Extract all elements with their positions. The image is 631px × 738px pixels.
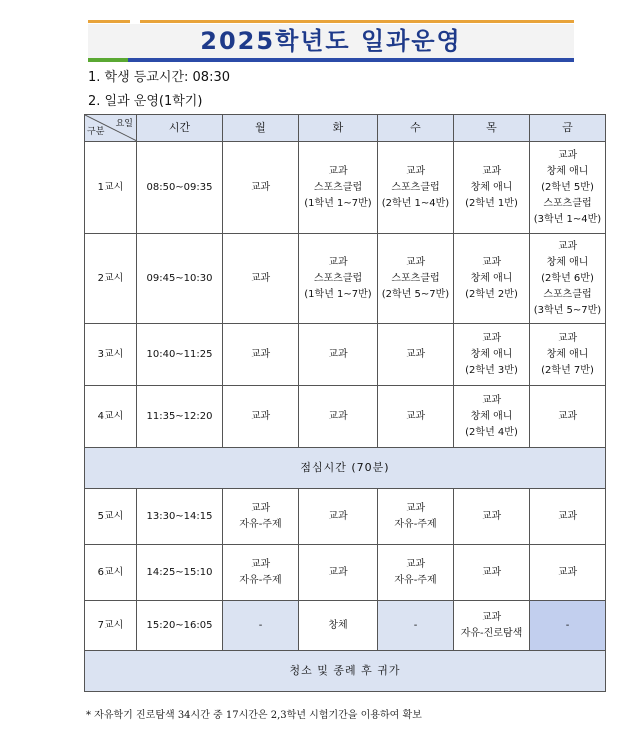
schedule-cell xyxy=(378,601,454,651)
cell-line: 스포츠클럽 xyxy=(391,272,440,284)
schedule-cell xyxy=(530,489,606,545)
schedule-cell xyxy=(378,489,454,545)
cell-line: 교과 xyxy=(250,558,271,570)
schedule-cell xyxy=(299,545,378,601)
cell-line: 교과 xyxy=(481,165,502,177)
cell-line: 교과 xyxy=(405,256,426,268)
timetable xyxy=(84,114,606,692)
header-day-thu: 목 xyxy=(454,115,530,142)
cell-line: (2학년 5반) xyxy=(541,181,594,193)
header-day-tue: 화 xyxy=(299,115,378,142)
cell-line: 교과 xyxy=(481,611,502,623)
header-day-wed: 수 xyxy=(378,115,454,142)
corner-cell xyxy=(85,115,137,142)
cell-line: 창체 애니 xyxy=(546,348,589,360)
time-cell: 08:50~09:35 xyxy=(137,142,223,234)
cell-line: 교과 xyxy=(250,181,271,193)
cell-line: (2학년 6반) xyxy=(541,272,594,284)
cell-line: 교과 xyxy=(328,510,348,522)
corner-day-label: 요일 xyxy=(115,119,133,129)
schedule-cell xyxy=(223,489,299,545)
cell-line: 교과 xyxy=(481,256,502,268)
schedule-cell xyxy=(454,489,530,545)
schedule-cell xyxy=(223,601,299,651)
page-title: 2025학년도 일과운영 xyxy=(88,24,574,58)
cell-line: 교과 xyxy=(557,566,578,578)
closing-row xyxy=(85,651,606,692)
table-row xyxy=(85,386,606,448)
time-cell: 15:20~16:05 xyxy=(137,601,223,651)
cell-line: (2학년 2반) xyxy=(465,288,518,300)
cell-line: 창체 애니 xyxy=(470,181,513,193)
cell-line: 교과 xyxy=(557,510,578,522)
cell-line: 창체 애니 xyxy=(470,410,513,422)
schedule-cell xyxy=(299,234,378,324)
cell-line: (2학년 1~4반) xyxy=(381,197,450,209)
cell-line: 교과 xyxy=(328,256,348,268)
cell-line: 교과 xyxy=(405,502,426,514)
title-bottom-rule xyxy=(128,58,574,62)
cell-line: 교과 xyxy=(328,165,348,177)
title-top-rule xyxy=(140,20,574,23)
cell-line: 자유-진로탐색 xyxy=(460,627,523,639)
cell-line: 교과 xyxy=(405,558,426,570)
cell-line: - xyxy=(258,619,263,631)
cell-line: 창체 xyxy=(328,619,348,631)
cell-line: 교과 xyxy=(481,566,502,578)
cell-line: 스포츠클럽 xyxy=(543,288,592,300)
schedule-cell xyxy=(378,386,454,448)
header-row xyxy=(85,115,606,142)
time-cell: 10:40~11:25 xyxy=(137,324,223,386)
cell-line: 교과 xyxy=(250,410,271,422)
arrival-time-line: 1. 학생 등교시간: 08:30 xyxy=(88,70,230,85)
schedule-cell xyxy=(454,324,530,386)
schedule-cell xyxy=(299,386,378,448)
schedule-cell xyxy=(530,324,606,386)
cell-line: 교과 xyxy=(250,502,271,514)
schedule-heading: 2. 일과 운영(1학기) xyxy=(88,94,203,109)
table-row xyxy=(85,324,606,386)
schedule-cell xyxy=(223,545,299,601)
cell-line: 자유-주제 xyxy=(394,574,437,586)
cell-line: (3학년 1~4반) xyxy=(533,213,602,225)
cell-line: (2학년 4반) xyxy=(465,426,518,438)
schedule-cell xyxy=(299,324,378,386)
cell-line: (2학년 5~7반) xyxy=(381,288,450,300)
schedule-cell xyxy=(454,386,530,448)
schedule-cell xyxy=(378,545,454,601)
cell-line: 자유-주제 xyxy=(239,518,282,530)
cell-line: 창체 애니 xyxy=(546,165,589,177)
cell-line: 스포츠클럽 xyxy=(313,181,363,193)
cell-line: - xyxy=(413,619,418,631)
time-cell: 11:35~12:20 xyxy=(137,386,223,448)
cell-line: 자유-주제 xyxy=(394,518,437,530)
schedule-cell xyxy=(454,545,530,601)
title-top-rule-accent xyxy=(88,20,130,23)
cell-line: 교과 xyxy=(557,240,578,252)
cell-line: 교과 xyxy=(328,348,348,360)
schedule-cell xyxy=(378,324,454,386)
schedule-cell xyxy=(454,601,530,651)
cell-line: (1학년 1~7반) xyxy=(304,288,372,300)
schedule-cell xyxy=(454,142,530,234)
cell-line: 스포츠클럽 xyxy=(391,181,440,193)
cell-line: 교과 xyxy=(481,510,502,522)
schedule-cell xyxy=(378,234,454,324)
table-row xyxy=(85,489,606,545)
header-day-fri: 금 xyxy=(530,115,606,142)
period-cell: 1교시 xyxy=(85,142,137,234)
schedule-cell xyxy=(223,142,299,234)
footnote: * 자유학기 진로탐색 34시간 중 17시간은 2,3학년 시험기간을 이용하여 확보 xyxy=(86,710,422,721)
cell-line: 교과 xyxy=(557,332,578,344)
cell-line: (2학년 1반) xyxy=(465,197,518,209)
schedule-cell xyxy=(378,142,454,234)
schedule-cell xyxy=(530,386,606,448)
period-cell: 5교시 xyxy=(85,489,137,545)
header-day-mon: 월 xyxy=(223,115,299,142)
period-cell: 4교시 xyxy=(85,386,137,448)
cell-line: 교과 xyxy=(481,332,502,344)
cell-line: 스포츠클럽 xyxy=(543,197,592,209)
time-cell: 09:45~10:30 xyxy=(137,234,223,324)
cell-line: 창체 애니 xyxy=(470,348,513,360)
title-bottom-rule-accent xyxy=(88,58,128,62)
period-cell: 3교시 xyxy=(85,324,137,386)
period-cell: 7교시 xyxy=(85,601,137,651)
cell-line: 교과 xyxy=(481,394,502,406)
corner-period-label: 구분 xyxy=(87,127,105,137)
cell-line: (2학년 3반) xyxy=(465,364,518,376)
table-row xyxy=(85,142,606,234)
cell-line: 스포츠클럽 xyxy=(313,272,363,284)
cell-line: (2학년 7반) xyxy=(541,364,594,376)
cell-line: 교과 xyxy=(557,410,578,422)
schedule-cell xyxy=(223,324,299,386)
cell-line: (3학년 5~7반) xyxy=(533,304,602,316)
time-cell: 14:25~15:10 xyxy=(137,545,223,601)
cell-line: 교과 xyxy=(405,410,426,422)
cell-line: 교과 xyxy=(405,165,426,177)
lunch-band: 점심시간 (70분) xyxy=(85,448,606,489)
schedule-cell xyxy=(454,234,530,324)
table-row xyxy=(85,601,606,651)
schedule-cell xyxy=(299,142,378,234)
header-time: 시간 xyxy=(137,115,223,142)
cell-line: 교과 xyxy=(250,348,271,360)
lunch-row xyxy=(85,448,606,489)
cell-line: 교과 xyxy=(557,149,578,161)
schedule-cell xyxy=(223,386,299,448)
cell-line: 교과 xyxy=(328,566,348,578)
cell-line: 교과 xyxy=(250,272,271,284)
schedule-cell xyxy=(299,489,378,545)
schedule-cell xyxy=(223,234,299,324)
cell-line: 교과 xyxy=(405,348,426,360)
cell-line: - xyxy=(565,619,570,631)
period-cell: 2교시 xyxy=(85,234,137,324)
table-row xyxy=(85,545,606,601)
closing-band: 청소 및 종례 후 귀가 xyxy=(85,651,606,692)
table-row xyxy=(85,234,606,324)
schedule-cell xyxy=(530,545,606,601)
schedule-cell xyxy=(299,601,378,651)
cell-line: 자유-주제 xyxy=(239,574,282,586)
schedule-cell xyxy=(530,234,606,324)
cell-line: 교과 xyxy=(328,410,348,422)
period-cell: 6교시 xyxy=(85,545,137,601)
cell-line: (1학년 1~7반) xyxy=(304,197,372,209)
schedule-cell xyxy=(530,142,606,234)
time-cell: 13:30~14:15 xyxy=(137,489,223,545)
cell-line: 창체 애니 xyxy=(470,272,513,284)
schedule-cell xyxy=(530,601,606,651)
cell-line: 창체 애니 xyxy=(546,256,589,268)
